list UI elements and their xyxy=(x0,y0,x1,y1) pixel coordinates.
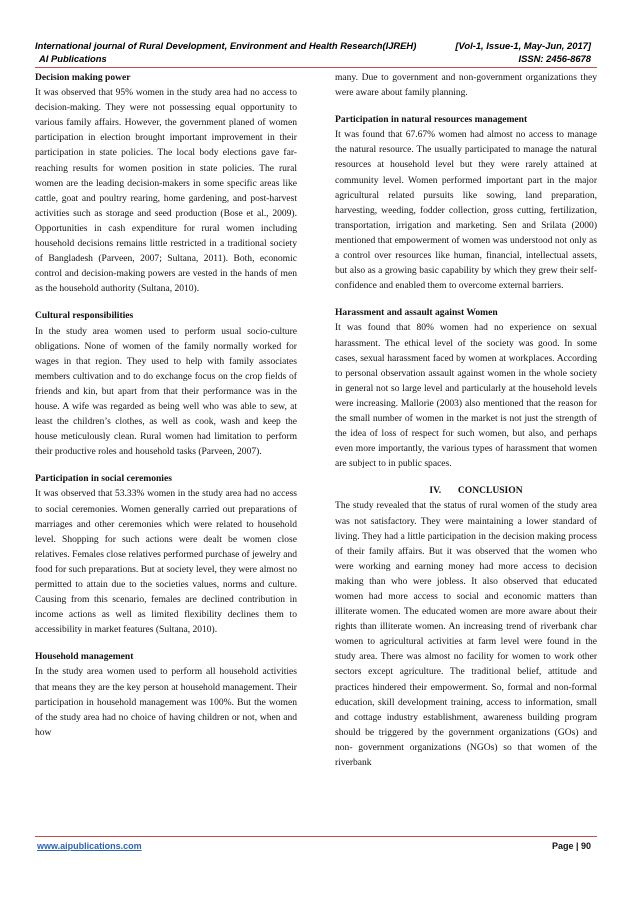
section-title: CONCLUSION xyxy=(457,485,523,497)
running-header-line2 xyxy=(35,53,595,65)
section-text: It was observed that 95% women in the study area had no access to decision-making. They were not possessing equal opportunity to various family affairs. However, the government planed of women participation in election brought important improvement in their participation in state policies. The local body elections gave far-reaching results for women position in state policies. The rural women are the leading decision-makers in some specific areas like cattle, goat and poultry rearing, home gardening, and post-harvest activities such as storage and seed production (Bose et al., 2009). Opportunities in cash expenditure for rural women including household decisions remains little restricted in a traditional society of Bangladesh (Parveen, 2007; Sultana, 2011). Both, economic control and decision-making powers are vested in the hands of men as the household authority (Sultana, 2010). xyxy=(35,87,297,295)
section-number: IV. xyxy=(429,485,442,497)
footer-rule xyxy=(35,836,597,837)
volume-info: [Vol-1, Issue-1, May-Jun, 2017] xyxy=(455,40,591,51)
section-heading: Cultural responsibilities xyxy=(35,310,134,322)
section-text: It was observed that 53.33% women in the study area had no access to social ceremonies. Women generally carried out preparations of marriages and other ceremonies which were related to household level. Shopping for such actions were dealt be women close relatives. Females close relatives performed purchase of jewelry and food for such preparations. But at society level, they were almost no permitted to attain due to the societies values, norms and culture. Causing from this scenario, females are declined contribution in income actions as well as limited flexibility declines them to accessibility in market features (Sultana, 2010). xyxy=(35,488,297,636)
section-heading: Household management xyxy=(35,651,134,663)
section-text: It was found that 80% women had no experience on sexual harassment. The ethical level of the society was good. In some cases, sexual harassment faced by women at workplaces. According to personal observation assault against women in the whole society in general not so large level and particularly at the household levels were increasing. Mallorie (2003) also mentioned that the reason for the small number of women in the market is not just the strength of the idea of loss of respect for such women, but also, and perhaps even more importantly, the various types of harassment that women are subject to in public spaces. xyxy=(335,322,597,470)
section-heading: Decision making power xyxy=(35,72,131,83)
left-column xyxy=(35,70,297,740)
continued-text: many. Due to government and non-government organizations they were aware about family planning. xyxy=(335,72,597,99)
conclusion-heading xyxy=(335,483,597,498)
journal-title: International journal of Rural Development, Environment and Health Research(IJREH) xyxy=(35,40,417,51)
section-heading: Participation in natural resources management xyxy=(335,114,528,126)
running-header xyxy=(35,40,595,52)
right-column xyxy=(335,70,597,770)
section-text: In the study area women used to perform all household activities that means they are the key person at household management. Their participation in household management was 100%. But the women of the study area had no choice of having children or not, when and how xyxy=(35,666,297,738)
section-heading: Harassment and assault against Women xyxy=(335,307,498,319)
issn: ISSN: 2456-8678 xyxy=(518,53,591,64)
section-text: It was found that 67.67% women had almost no access to manage the natural resource. The usually participated to manage the natural resources at household level but they were rarely attained at community level. Women performed important part in the major agricultural related pursuits like sowing, land preparation, harvesting, weeding, fodder collection, gross cutting, fertilization, transportation, irrigation and marketing. Sen and Srilata (2000) mentioned that empowerment of women was understood not only as a control over resources like human, financial, intellectual assets, but also as a growing basic capability by which they grew their self- confidence and enabled them to overcome external barriers. xyxy=(335,129,597,292)
conclusion-text: The study revealed that the status of rural women of the study area was not satisfactory. They were maintaining a lower standard of living. They had a little participation in the decision making process of their family affairs. But it was observed that the women who were working and earning money had more access to decision making than who were jobless. It also observed that educated women had more access to social and economic matters than illiterate women. The educated women are more aware about their rights than illiterate women. An increasing trend of riverbank char women to agricultural activities at farm level were found in the study area. There was almost no facility for women to work other sectors except agriculture. The traditional belief, attitude and practices hindered their empowerment. So, formal and non-formal education, skill development training, access to information, small and cottage industry establishment, awareness building program should be triggered by the government organizations (GOs) and non- government organizations (NGOs) so that women of the riverbank xyxy=(335,500,597,769)
page-number: Page | 90 xyxy=(551,841,591,851)
publisher: AI Publications xyxy=(39,53,107,64)
website-link[interactable]: www.aipublications.com xyxy=(37,841,142,851)
header-rule xyxy=(35,67,597,68)
section-heading: Participation in social ceremonies xyxy=(35,473,172,485)
section-text: In the study area women used to perform usual socio-culture obligations. None of women of the family normally worked for wages in that region. They used to help with family associates members cultivation and to do exchange focus on the crop fields of friends and kin, but apart from that their performance was in the house. A wife was regarded as being well who was able to sew, at least the children’s clothes, as well as cook, wash and keep the house meticulously clean. Rural women had limitation to perform their productive roles and household tasks (Parveen, 2007). xyxy=(35,325,297,458)
